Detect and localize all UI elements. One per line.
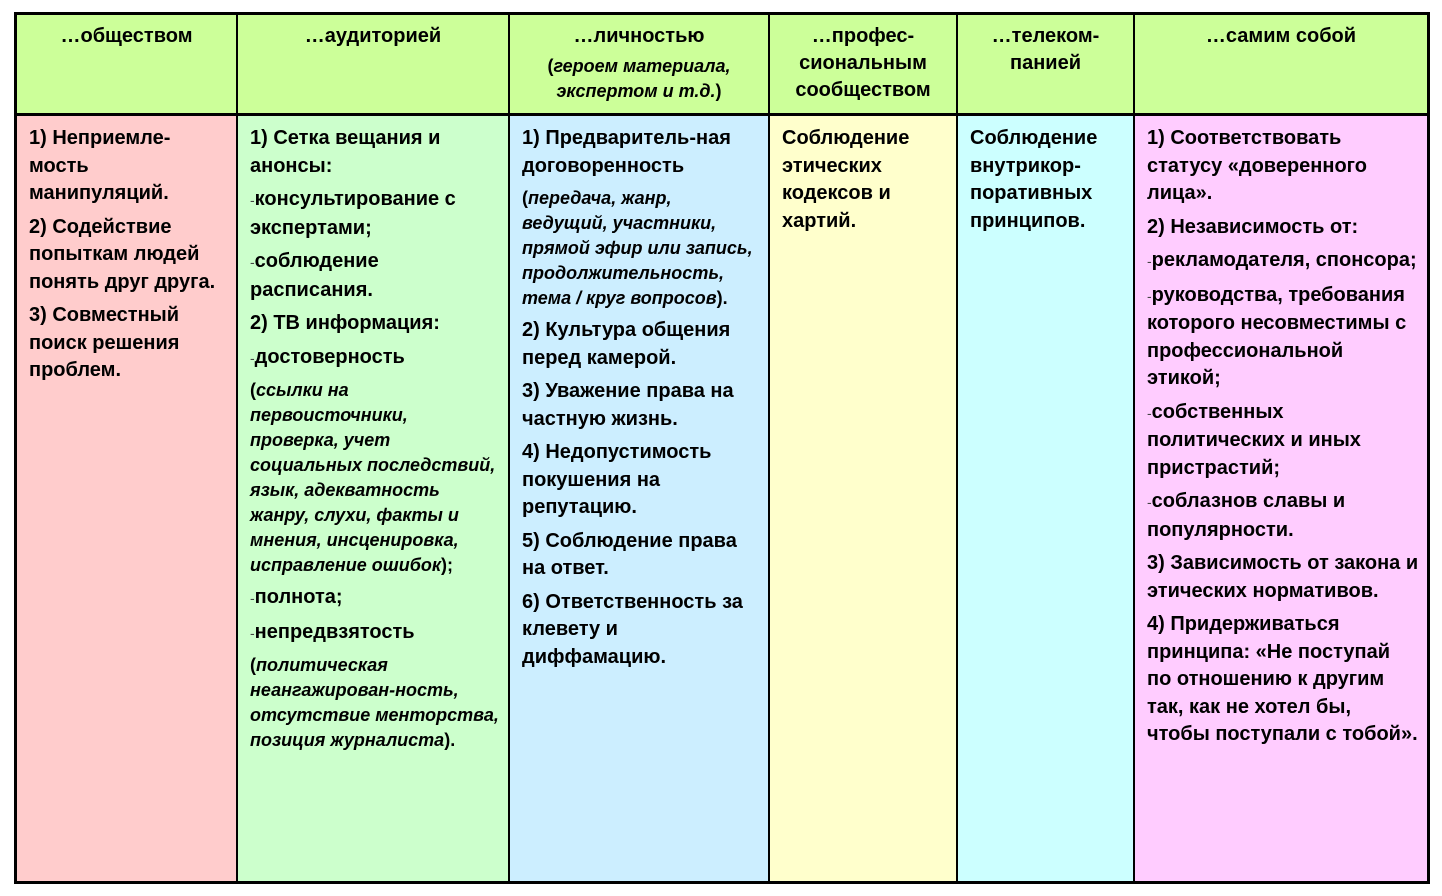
audience-sub-2 (250, 248, 500, 304)
self-item-3: 3) Зависимость от закона и этических нормативов. (1147, 552, 1419, 602)
header-company-line-2: панией (1010, 52, 1081, 74)
person-item-5: 5) Соблюдение права на ответ. (522, 529, 737, 579)
dash-marker: - (250, 590, 255, 606)
audience-note-2 (250, 653, 500, 753)
header-audience (238, 15, 510, 116)
person-item-3: 3) Уважение права на частную жизнь. (522, 380, 734, 430)
audience-item-2: 2) ТВ информация: (250, 312, 440, 334)
header-society (17, 15, 238, 116)
audience-item-1: 1) Сетка вещания и анонсы: (250, 127, 441, 177)
dash-marker: - (250, 192, 255, 208)
self-sub-2 (1147, 282, 1419, 393)
dash-marker: - (1147, 494, 1152, 510)
society-item-2: 2) Содействие попыткам людей понять друг друга. (29, 215, 216, 293)
header-company-line-1: …телеком- (991, 25, 1100, 47)
audience-note-1-text: ссылки на первоисточники, проверка, учет социальных последствий, язык, адекватность жанру, слухи, факты и мнения, инсценировка, исправление ошибок (250, 380, 496, 575)
header-professional-line-2: сиональным (799, 52, 927, 74)
self-sub-2-text: руководства, требования которого несовместимы с профессиональной этикой; (1147, 283, 1407, 389)
audience-sub-3 (250, 344, 500, 373)
person-note-1-text: передача, жанр, ведущий, участники, прямой эфир или запись, продолжительность, тема / круг вопросов (522, 188, 753, 308)
header-professional-line-1: …профес- (811, 25, 915, 47)
audience-sub-4 (250, 584, 500, 613)
person-item-6: 6) Ответственность за клевету и диффамацию. (522, 590, 743, 668)
close-paren: ); (441, 555, 453, 575)
column-self (1135, 116, 1427, 881)
person-note-1 (522, 186, 760, 311)
self-sub-1-text: рекламодателя, спонсора; (1151, 249, 1417, 271)
header-professional-line-3: сообществом (795, 79, 931, 101)
header-person-subtitle (510, 54, 768, 104)
header-audience-line: …аудиторией (304, 25, 442, 47)
open-paren: ( (250, 380, 256, 400)
header-person (510, 15, 770, 116)
audience-note-1 (250, 378, 500, 578)
audience-sub-2-text: соблюдение расписания. (250, 250, 379, 301)
society-item-3: 3) Совместный поиск решения проблем. (29, 304, 180, 381)
column-person (510, 116, 770, 881)
audience-note-2-text: политическая неангажирован-ность, отсутствие менторства, позиция журналиста (250, 655, 499, 750)
professional-item-1: Соблюдение этических кодексов и хартий. (782, 127, 910, 232)
header-person-line: …личностью (573, 25, 705, 47)
person-item-1: 1) Предваритель-ная договоренность (522, 127, 731, 177)
audience-sub-5-text: непредвзятость (254, 620, 415, 643)
column-society (17, 116, 238, 881)
person-item-2: 2) Культура общения перед камерой. (522, 319, 731, 369)
column-tv-company (958, 116, 1135, 881)
society-item-1: 1) Неприемле-мость манипуляций. (29, 127, 171, 204)
self-sub-4 (1147, 488, 1419, 544)
close-paren: ) (715, 81, 722, 101)
audience-sub-3-text: достоверность (254, 345, 405, 368)
open-paren: ( (547, 56, 554, 76)
header-professional-community (770, 15, 958, 116)
ethics-table (14, 12, 1430, 884)
self-item-2: 2) Независимость от: (1147, 215, 1359, 238)
audience-sub-1-text: консультирование с экспертами; (250, 188, 456, 239)
header-society-line: …обществом (60, 25, 193, 47)
dash-marker: - (250, 349, 255, 366)
person-item-4: 4) Недопустимость покушения на репутацию. (522, 441, 712, 518)
dash-marker: - (250, 624, 255, 641)
header-self (1135, 15, 1427, 116)
open-paren: ( (250, 655, 256, 675)
dash-marker: - (1147, 404, 1152, 421)
close-paren: ). (444, 730, 456, 750)
self-sub-3 (1147, 399, 1419, 483)
dash-marker: - (1147, 253, 1152, 269)
audience-sub-4-text: полнота; (254, 586, 343, 608)
audience-sub-1 (250, 186, 500, 242)
company-item-1: Соблюдение внутрикор-поративных принципов. (970, 127, 1098, 232)
self-sub-1 (1147, 247, 1419, 276)
self-item-4: 4) Придерживаться принципа: «Не поступай по отношению к другим так, как не хотел бы, чтобы поступали с тобой». (1147, 613, 1418, 745)
header-person-subtitle-text: героем материала, экспертом и т.д. (553, 56, 731, 101)
dash-marker: - (250, 254, 255, 270)
self-sub-3-text: собственных политических и иных пристрастий; (1147, 400, 1361, 479)
self-sub-4-text: соблазнов славы и популярности. (1147, 490, 1346, 541)
column-audience (238, 116, 510, 881)
header-self-line: …самим собой (1205, 25, 1357, 47)
column-professional-community (770, 116, 958, 881)
audience-sub-5 (250, 619, 500, 648)
dash-marker: - (1147, 287, 1152, 304)
close-paren: ). (716, 288, 728, 308)
header-tv-company (958, 15, 1135, 116)
self-item-1: 1) Соответствовать статусу «доверенного лица». (1147, 127, 1367, 204)
open-paren: ( (522, 188, 528, 208)
